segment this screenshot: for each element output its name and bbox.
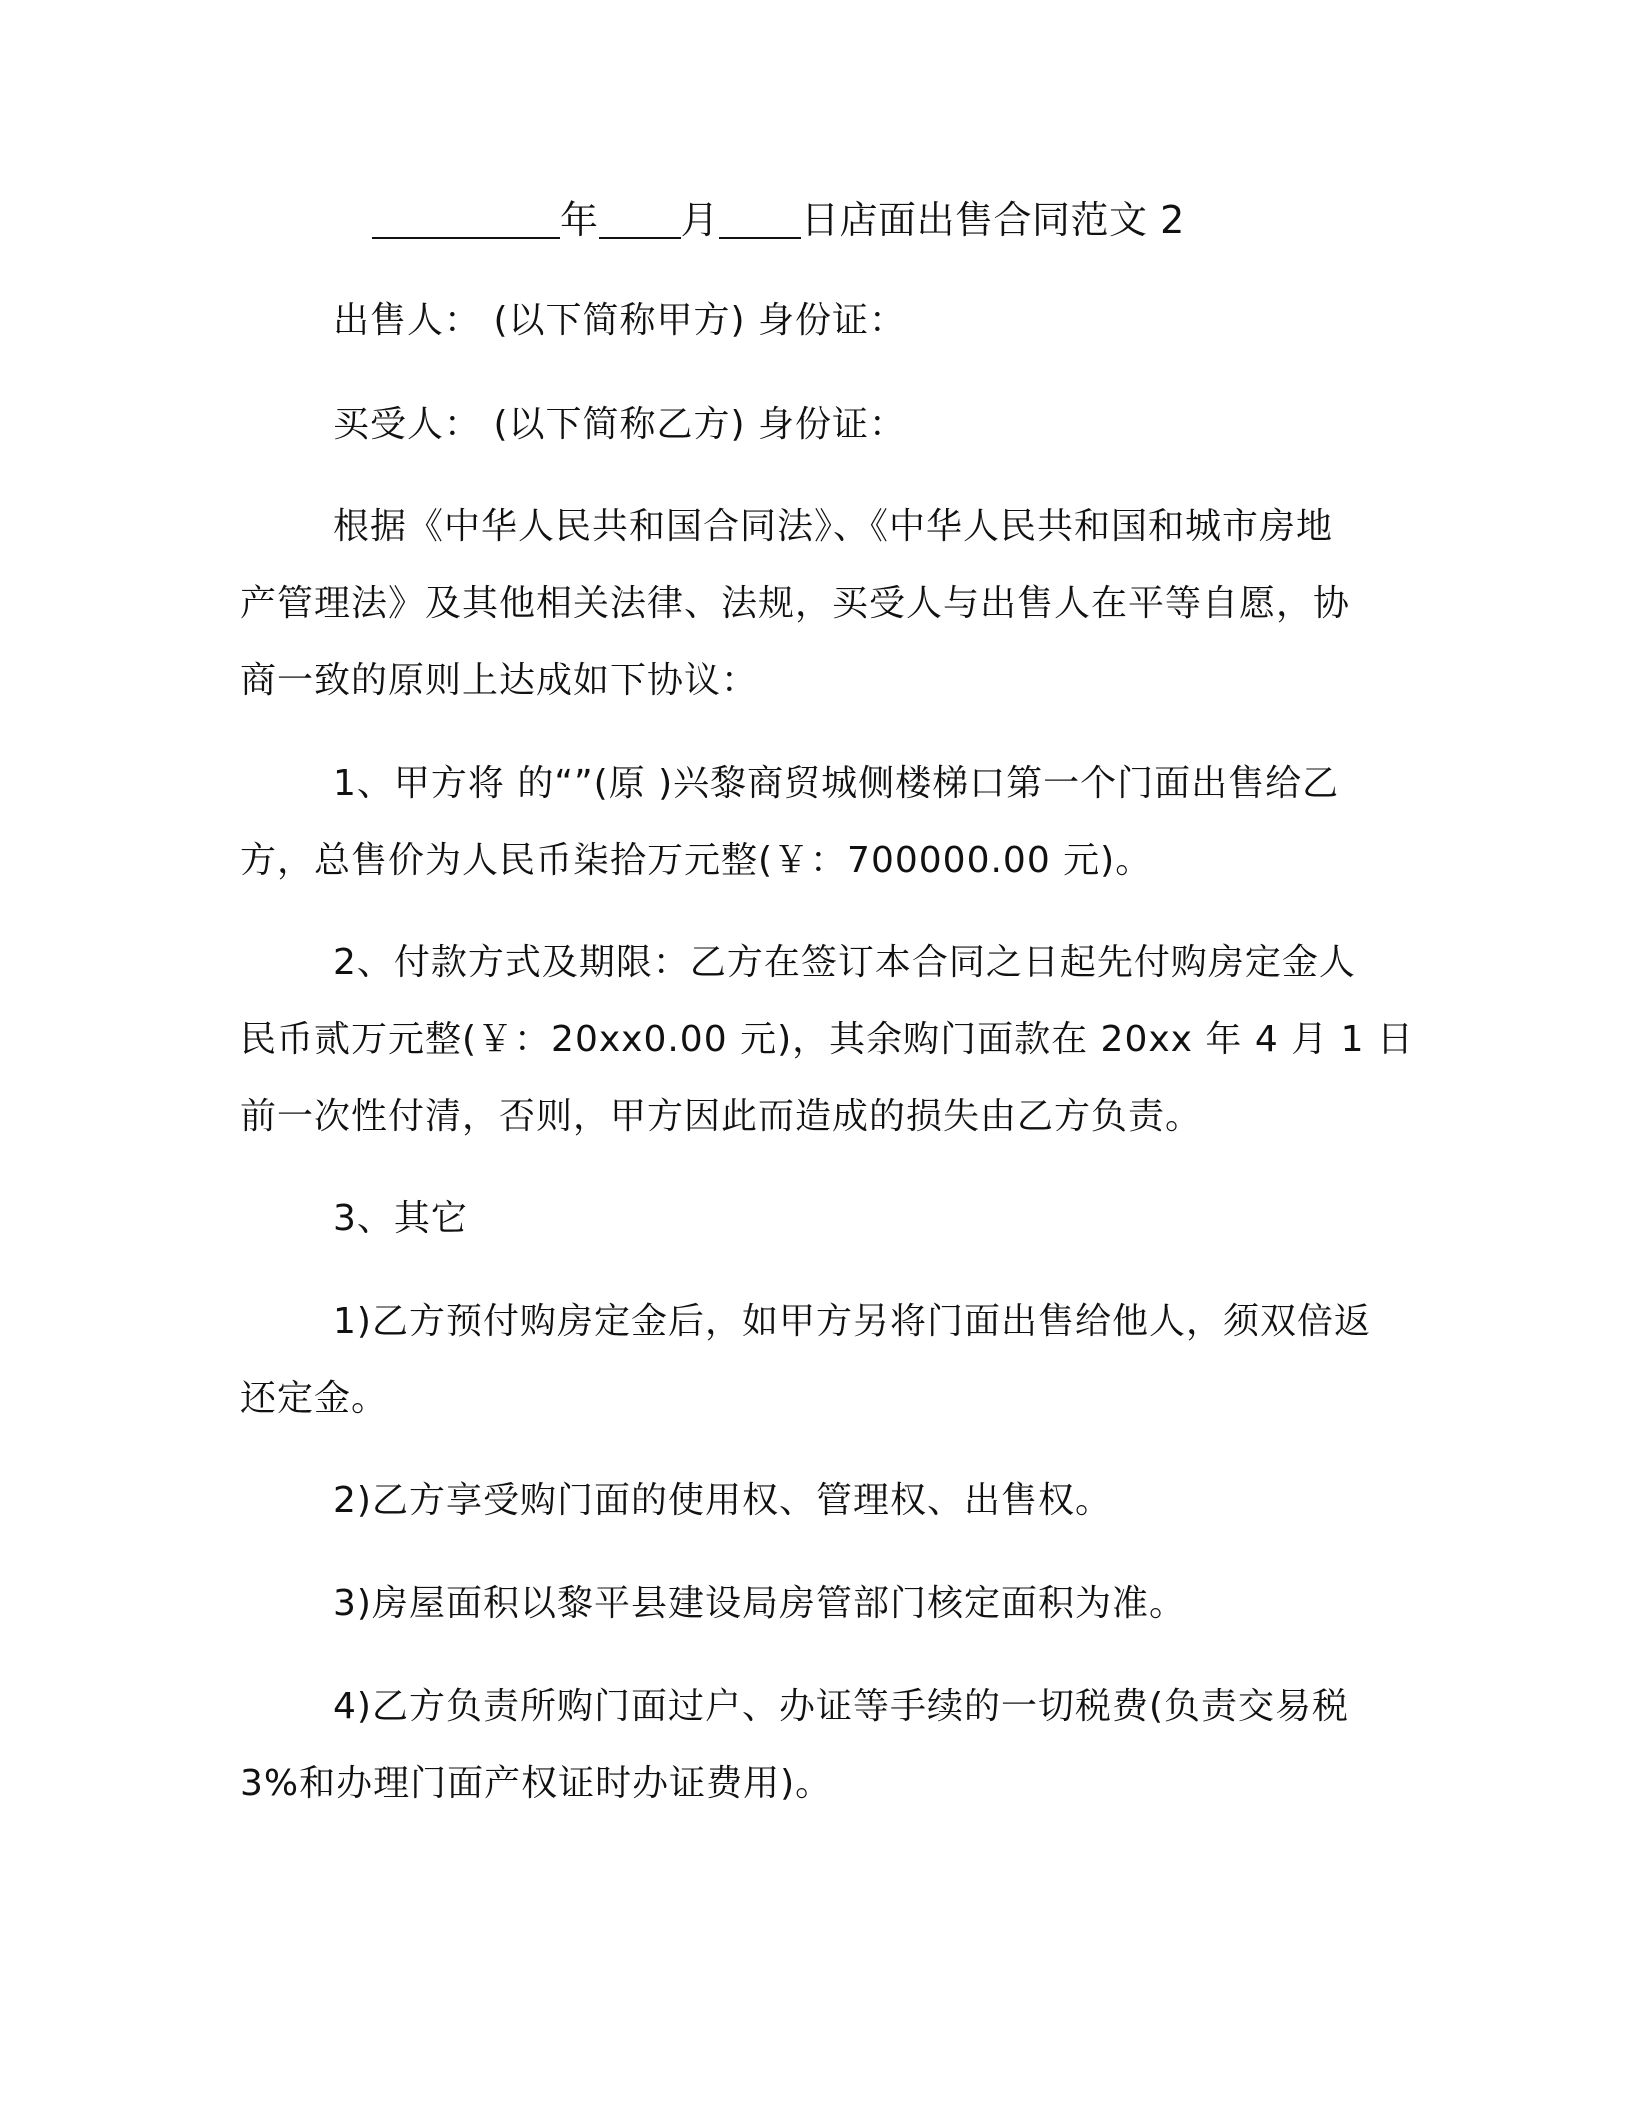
preamble-line-1: 根据《中华人民共和国合同法》、《中华人民共和国和城市房地 [333, 506, 1334, 547]
clause3-heading: 3、其它 [333, 1198, 468, 1239]
year-label: 年 [560, 198, 599, 242]
buyer-line: 买受人： (以下简称乙方) 身份证： [333, 404, 906, 445]
clause3-item4-line-2: 3%和办理门面产权证时办证费用)。 [240, 1763, 833, 1804]
clause3-item2: 2)乙方享受购门面的使用权、管理权、出售权。 [333, 1480, 1112, 1521]
clause3-item1-line-2: 还定金。 [240, 1378, 389, 1419]
year-blank[interactable] [372, 197, 560, 239]
clause2-line-3: 前一次性付清，否则，甲方因此而造成的损失由乙方负责。 [240, 1096, 1203, 1137]
clause1-line-1: 1、甲方将 的“”(原 )兴黎商贸城侧楼梯口第一个门面出售给乙 [333, 763, 1340, 804]
clause3-item4-line-1: 4)乙方负责所购门面过户、办证等手续的一切税费(负责交易税 [333, 1686, 1349, 1727]
clause2-line-1: 2、付款方式及期限：乙方在签订本合同之日起先付购房定金人 [333, 942, 1356, 983]
preamble-line-2: 产管理法》及其他相关法律、法规，买受人与出售人在平等自愿，协 [240, 583, 1351, 624]
clause3-item3: 3)房屋面积以黎平县建设局房管部门核定面积为准。 [333, 1583, 1186, 1624]
title-text: 日店面出售合同范文 2 [801, 198, 1185, 242]
day-blank[interactable] [719, 197, 801, 239]
seller-line: 出售人： (以下简称甲方) 身份证： [333, 300, 906, 341]
document-title [372, 192, 1185, 248]
clause1-line-2: 方，总售价为人民币柒拾万元整(￥：700000.00 元)。 [240, 840, 1153, 881]
preamble-line-3: 商一致的原则上达成如下协议： [240, 660, 759, 701]
month-blank[interactable] [599, 197, 681, 239]
month-label: 月 [680, 198, 720, 242]
clause2-line-2: 民币贰万元整(￥：20xx0.00 元)，其余购门面款在 20xx 年 4 月 1 日 [240, 1019, 1414, 1060]
clause3-item1-line-1: 1)乙方预付购房定金后，如甲方另将门面出售给他人，须双倍返 [333, 1301, 1371, 1342]
